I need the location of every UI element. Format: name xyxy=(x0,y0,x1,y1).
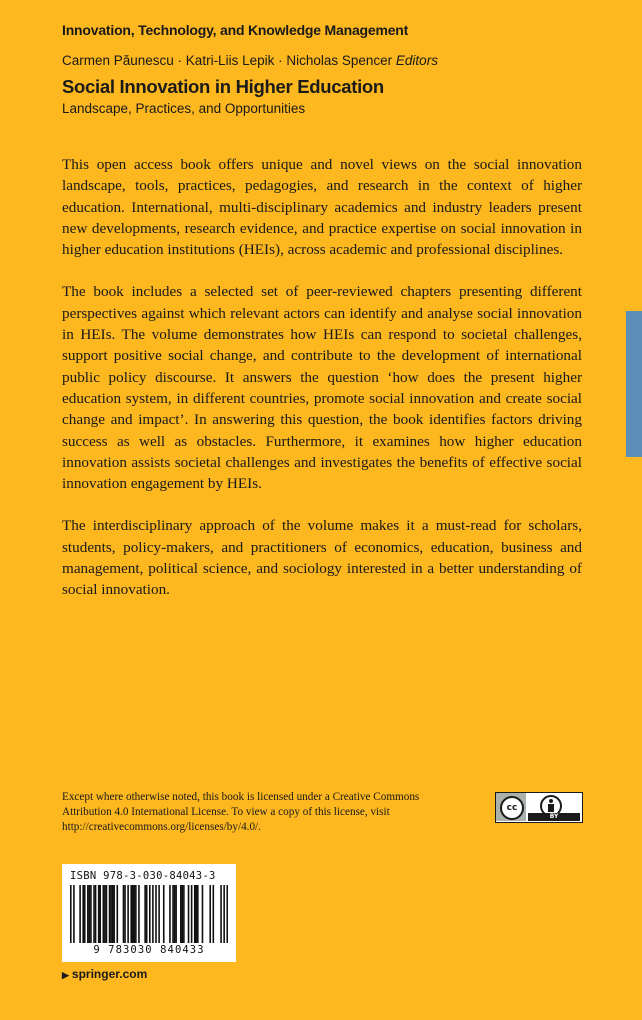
barcode-bar xyxy=(191,885,193,943)
barcode-bar xyxy=(98,885,100,943)
editors-line xyxy=(62,53,438,68)
barcode-bar xyxy=(202,885,204,943)
barcode-bar xyxy=(110,885,112,943)
barcode-bar xyxy=(109,885,111,943)
blurb-paragraph-2: The book includes a selected set of peer-reviewed chapters presenting different perspectives against which relevant actors can identify and analyse social innovation in HEIs. The volume demonstrates how HEIs can respond to societal challenges, support positive social change, and contribute to the development of international public policy discourse. It answers the question ‘how does the present higher education system, in different countries, promote social innovation and create social change and impact’. In answering this question, the book identifies factors driving success as well as obstacles. Furthermore, it examines how higher education innovation assists societal challenges and investigates the benefits of effective social innovation engagement by HEIs. xyxy=(62,283,582,493)
barcode-bar xyxy=(155,885,157,943)
side-color-tab xyxy=(626,311,642,457)
publisher-url-text: springer.com xyxy=(71,967,148,981)
book-subtitle: Landscape, Practices, and Opportunities xyxy=(62,101,306,116)
barcode-bar xyxy=(104,885,106,943)
barcode-bar xyxy=(106,885,108,943)
barcode-bar xyxy=(149,885,151,943)
barcode-bar xyxy=(169,885,171,943)
barcode-bar xyxy=(79,885,81,943)
description-blurb xyxy=(62,154,582,622)
barcode-bar xyxy=(113,885,115,943)
barcode-bar xyxy=(87,885,89,943)
barcode-bar xyxy=(89,885,91,943)
barcode-bar xyxy=(112,885,114,943)
barcode-bar xyxy=(194,885,196,943)
barcode-bar xyxy=(70,885,72,943)
barcode-bar xyxy=(95,885,97,943)
barcode-bar xyxy=(130,885,132,943)
barcode-bar xyxy=(209,885,211,943)
barcode-bar xyxy=(220,885,222,943)
publisher-url[interactable] xyxy=(62,967,147,981)
barcode-bar xyxy=(163,885,165,943)
barcode-bar xyxy=(182,885,184,943)
barcode-bar xyxy=(127,885,129,943)
editor-names: Carmen Păunescu · Katri-Liis Lepik · Nicholas Spencer xyxy=(62,53,393,68)
barcode-bar xyxy=(135,885,137,943)
creative-commons-by-icon xyxy=(495,792,583,823)
license-notice: Except where otherwise noted, this book is licensed under a Creative Commons Attribution 4.0 International License. To view a copy of this license, visit http://creativecommons.org/licenses/by/4.0/. xyxy=(62,791,420,834)
barcode-bar xyxy=(226,885,228,943)
barcode-bar xyxy=(116,885,118,943)
barcode-bar xyxy=(188,885,190,943)
barcode-bar xyxy=(158,885,160,943)
barcode-bar xyxy=(174,885,176,943)
barcode-bar xyxy=(213,885,215,943)
barcode-bar xyxy=(103,885,105,943)
barcode-bar xyxy=(134,885,136,943)
barcode-bar xyxy=(175,885,177,943)
barcode-bar xyxy=(82,885,84,943)
barcode-bar xyxy=(183,885,185,943)
barcode-bar xyxy=(223,885,225,943)
blurb-paragraph-3: The interdisciplinary approach of the volume makes it a must-read for scholars, students, policy-makers, and practitioners of economics, education, business and management, political science, and sociology interested in a better understanding of social innovation. xyxy=(62,517,582,599)
isbn-label: ISBN 978-3-030-84043-3 xyxy=(70,870,216,882)
barcode-digits: 9 783030 840433 xyxy=(93,944,205,956)
barcode-bar xyxy=(124,885,126,943)
cc-circle-icon: cc xyxy=(500,796,524,820)
barcode-bar xyxy=(99,885,101,943)
by-label: BY xyxy=(528,813,580,821)
barcode-bars xyxy=(70,885,228,943)
barcode-bar xyxy=(123,885,125,943)
triangle-right-icon: ▶ xyxy=(62,970,69,980)
barcode-bar xyxy=(146,885,148,943)
isbn-barcode xyxy=(62,864,236,962)
series-title: Innovation, Technology, and Knowledge Management xyxy=(62,22,409,38)
barcode-bar xyxy=(152,885,154,943)
barcode-bar xyxy=(132,885,134,943)
barcode-bar xyxy=(90,885,92,943)
barcode-bar xyxy=(144,885,146,943)
barcode-bar xyxy=(197,885,199,943)
barcode-bar xyxy=(84,885,86,943)
book-title: Social Innovation in Higher Education xyxy=(62,76,384,97)
barcode-bar xyxy=(93,885,95,943)
editors-role: Editors xyxy=(395,53,438,68)
barcode-bar xyxy=(172,885,174,943)
blurb-paragraph-1: This open access book offers unique and novel views on the social innovation landscape, tools, practices, pedagogies, and research in the context of higher education. International, multi-disciplinary academics and industry leaders present new developments, research evidence, and practice expertise on social innovation in higher education institutions (HEIs), across academic and professional disciplines. xyxy=(62,156,582,259)
barcode-bar xyxy=(180,885,182,943)
barcode-bar xyxy=(138,885,140,943)
barcode-bar xyxy=(73,885,75,943)
barcode-bar xyxy=(195,885,197,943)
